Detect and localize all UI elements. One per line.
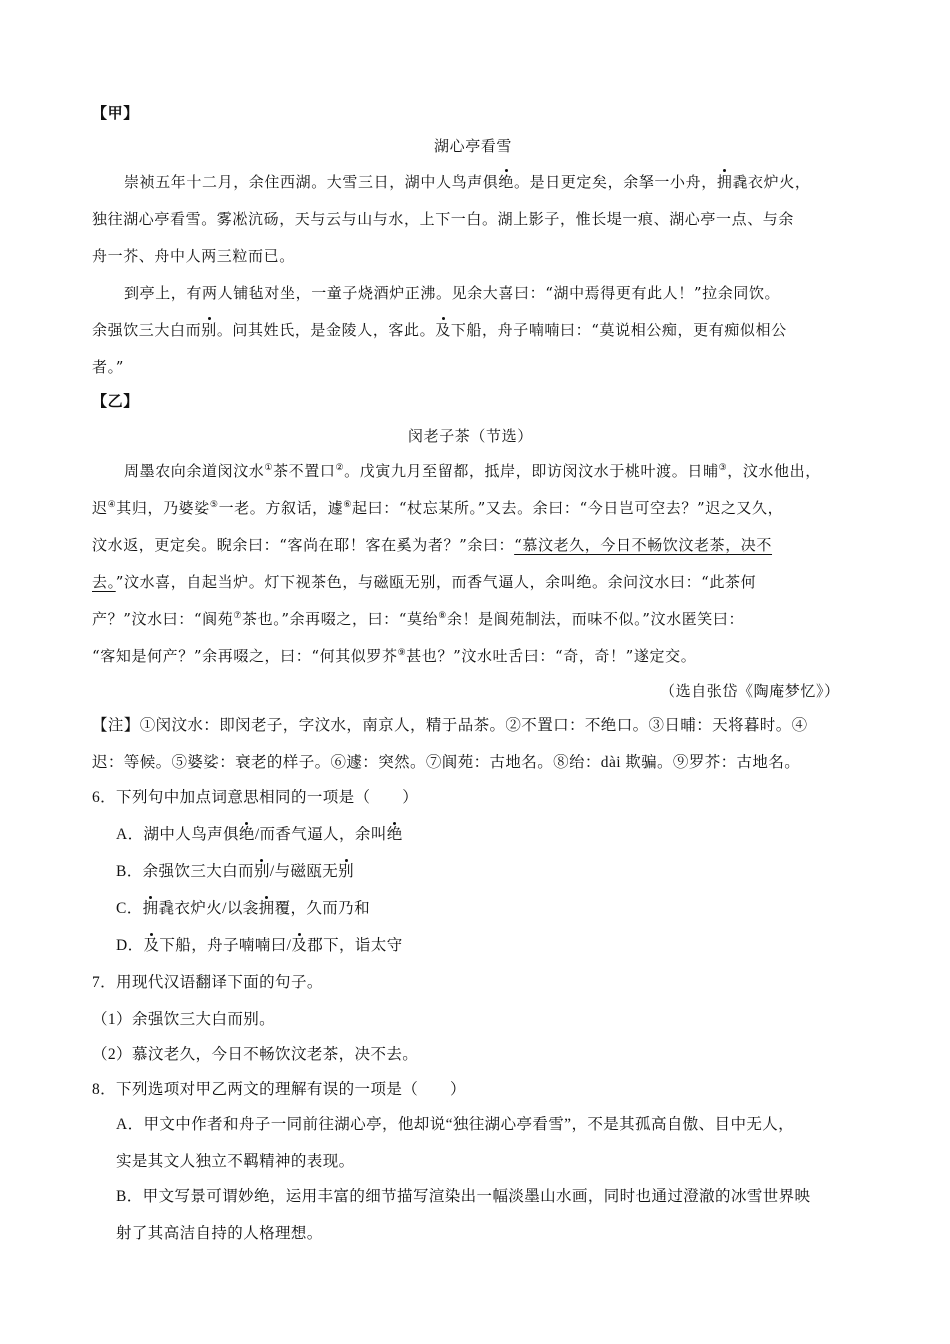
yi-line6: “客知是何产？”余再啜之，曰：“何其似罗芥⑨甚也？”汶水吐舌曰：“奇，奇！”遂定交。 (92, 647, 697, 665)
yi-line4: 去。”汶水喜，自起当炉。灯下视茶色，与磁瓯无别，而香气逼人，余叫绝。余问汶水曰：“此茶何 (92, 573, 757, 591)
yi-line2: 迟④其归，乃婆娑⑤一老。方叙话，遽⑥起曰：“杖忘某所。”又去。余曰：“今日岂可空去？”迟之又久， (92, 499, 784, 517)
q6-option-c: C．拥毳衣炉火/以衾拥覆，久而乃和 (116, 900, 370, 917)
jia-p1-line3: 舟一芥、舟中人两三粒而已。 (92, 247, 295, 265)
jia-p1-line1: 崇祯五年十二月，余住西湖。大雪三日，湖中人鸟声俱绝。是日更定矣，余拏一小舟，拥毳衣炉火， (124, 173, 811, 191)
q7-sentence1: （1）余强饮三大白而别。 (92, 1011, 276, 1028)
q6-option-d: D．及下船，舟子喃喃曰/及郡下，诣太守 (116, 937, 403, 954)
q7-sentence2: （2）慕汶老久，今日不畅饮汶老茶，决不去。 (92, 1046, 419, 1063)
q7-stem: 7．用现代汉语翻译下面的句子。 (92, 974, 323, 991)
jia-p1-line2: 独往湖心亭看雪。雾凇沆砀，天与云与山与水，上下一白。湖上影子，惟长堤一痕、湖心亭一点、与余 (92, 210, 795, 228)
yi-line3: 汶水返，更定矣。睨余曰：“客尚在耶！客在奚为者？”余曰：“慕汶老久，今日不畅饮汶老茶，决不 (92, 536, 773, 554)
q6-stem: 6．下列句中加点词意思相同的一项是（ ） (92, 789, 419, 806)
q8-option-b-line2: 射了其高洁自持的人格理想。 (116, 1225, 323, 1242)
q6-option-a: A．湖中人鸟声俱绝/而香气逼人，余叫绝 (116, 826, 403, 843)
emphasis-yong: 拥 (716, 173, 733, 191)
yi-line1: 周墨农向余道闵汶水①茶不置口②。戊寅九月至留都，抵岸，即访闵汶水于桃叶渡。日晡③，汶水他出， (124, 462, 821, 480)
passage-jia-title: 湖心亭看雪 (434, 137, 513, 155)
passage-yi-title: 闵老子茶（节选） (408, 427, 533, 445)
notes-line1: 【注】①闵汶水：即闵老子，字汶水，南京人，精于品茶。②不置口：不绝口。③日晡：天将暮时。④ (92, 717, 808, 734)
q8-stem: 8．下列选项对甲乙两文的理解有误的一项是（ ） (92, 1081, 466, 1098)
underlined-sentence-part1: “慕汶老久，今日不畅饮汶老茶，决不 (514, 536, 773, 554)
emphasis-bie: 别 (201, 321, 217, 339)
emphasis-ji: 及 (435, 321, 451, 339)
underlined-sentence-part2: 去。 (92, 573, 116, 591)
notes-line2: 迟：等候。⑤婆娑：衰老的样子。⑥遽：突然。⑦阆苑：古地名。⑧绐：dài 欺骗。⑨罗芥：古地名。 (92, 754, 801, 771)
q8-option-a-line1: A．甲文中作者和舟子一同前往湖心亭，他却说“独往湖心亭看雪”，不是其孤高自傲、目中无人， (116, 1116, 795, 1133)
source-citation: （选自张岱《陶庵梦忆》） (660, 682, 840, 700)
emphasis-jue: 绝 (498, 173, 515, 191)
passage-yi-tag: 【乙】 (92, 392, 139, 410)
jia-p2-line3: 者。” (92, 358, 124, 376)
jia-p2-line2: 余强饮三大白而别。问其姓氏，是金陵人，客此。及下船，舟子喃喃曰：“莫说相公痴，更有痴似相公 (92, 321, 787, 339)
q8-option-a-line2: 实是其文人独立不羁精神的表现。 (116, 1153, 355, 1170)
passage-jia-tag: 【甲】 (92, 104, 139, 122)
q6-option-b: B．余强饮三大白而别/与磁瓯无别 (116, 863, 355, 880)
q8-option-b-line1: B．甲文写景可谓妙绝，运用丰富的细节描写渲染出一幅淡墨山水画，同时也通过澄澈的冰雪世界映 (116, 1188, 811, 1205)
yi-line5: 产？”汶水曰：“阆苑⑦茶也。”余再啜之，曰：“莫绐⑧余！是阆苑制法，而味不似。”汶水匿笑曰： (92, 610, 745, 628)
jia-p2-line1: 到亭上，有两人铺毡对坐，一童子烧酒炉正沸。见余大喜曰：“湖中焉得更有此人！”拉余同饮。 (124, 284, 781, 302)
